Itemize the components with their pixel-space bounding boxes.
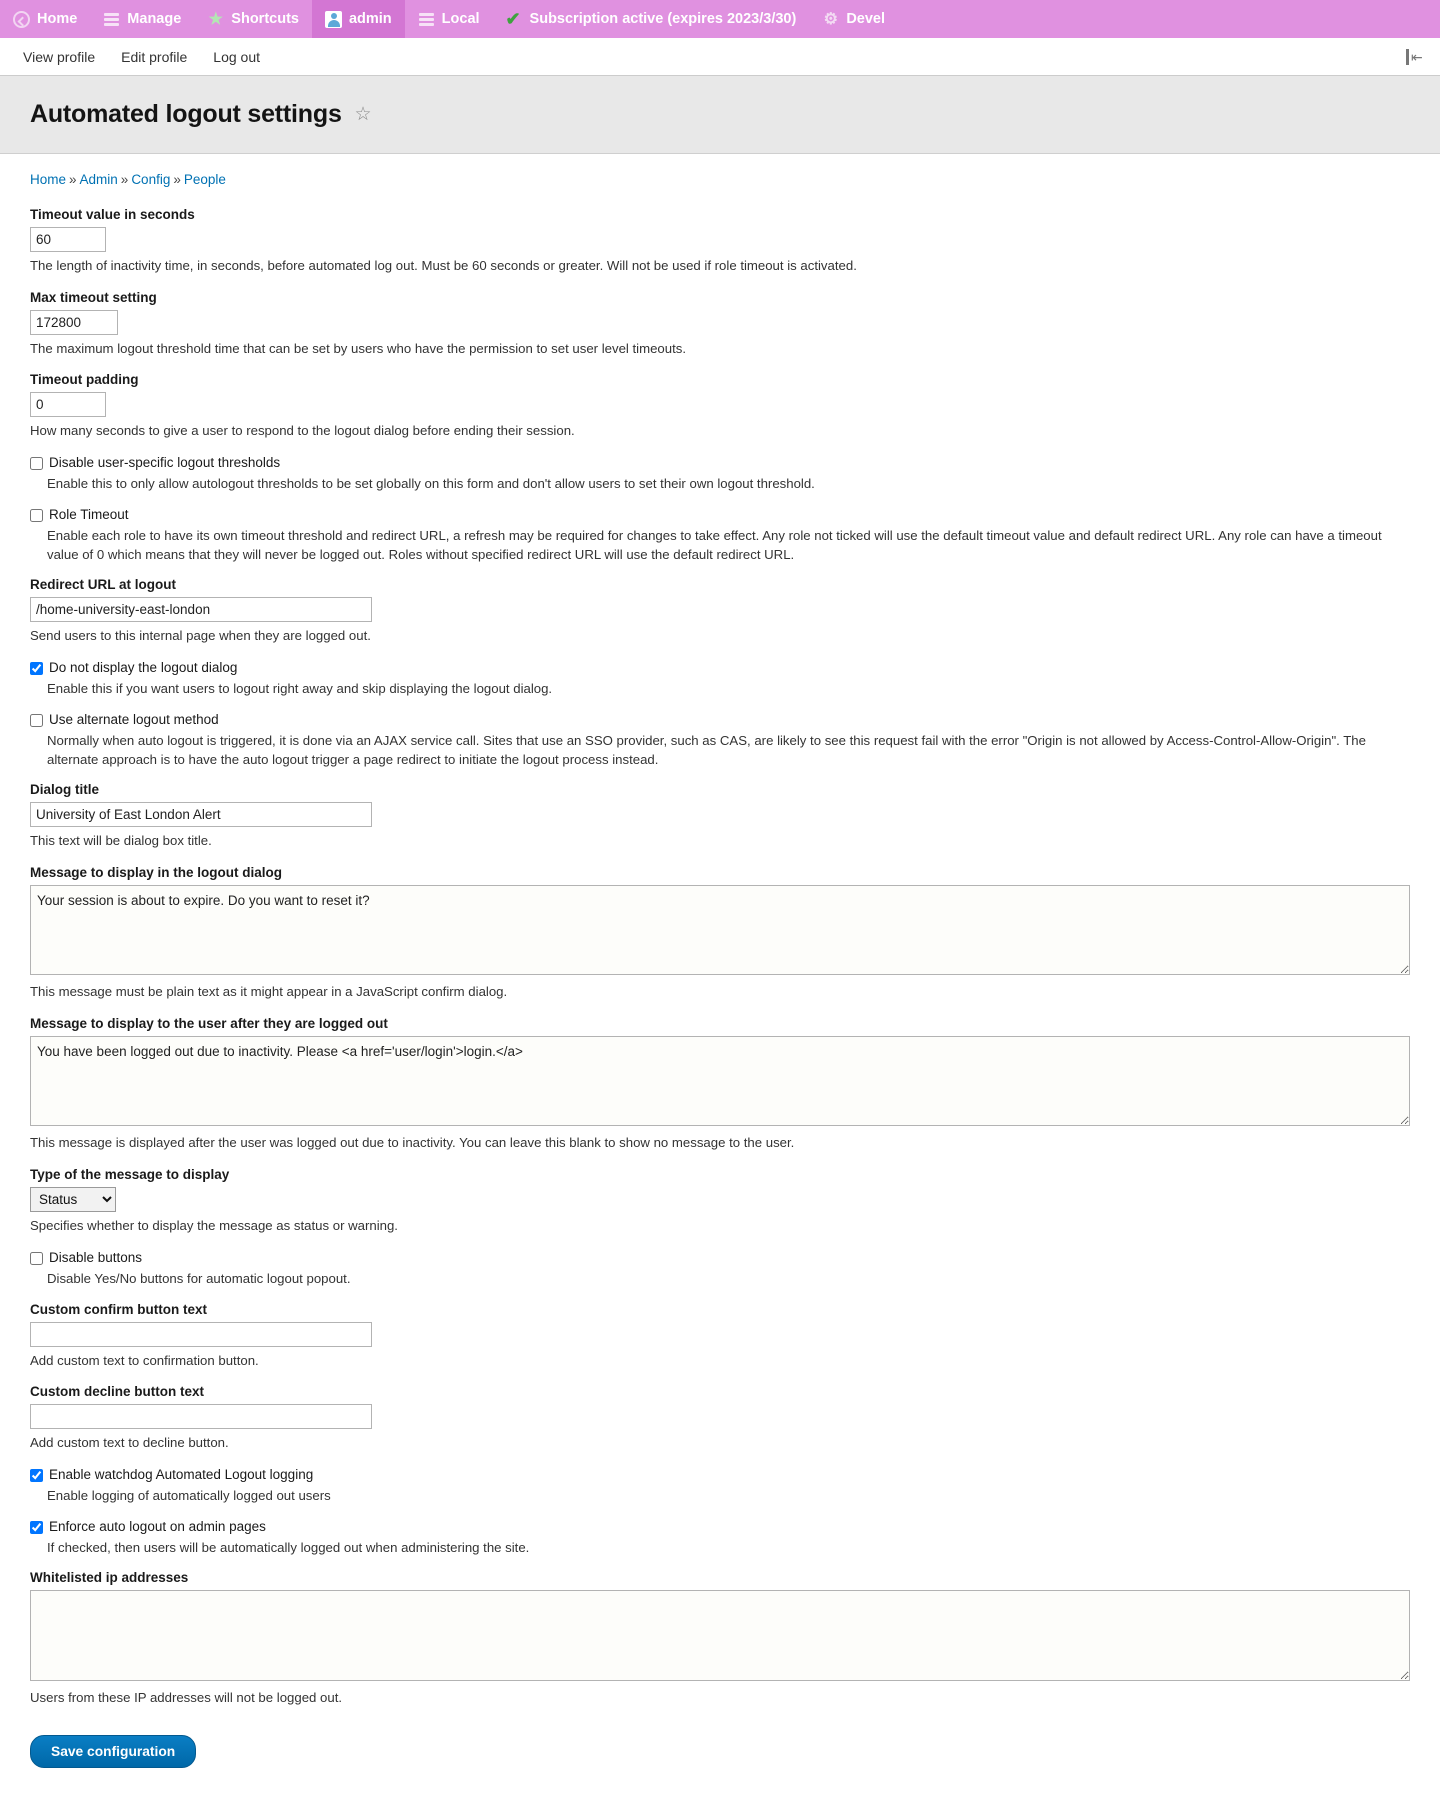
role-timeout-checkbox[interactable]: [30, 509, 43, 522]
field-dialog-message: [30, 865, 1410, 1002]
decline-button-text-input[interactable]: [30, 1404, 372, 1429]
toolbar-item-home[interactable]: [0, 0, 90, 38]
toolbar-item-devel-label: Devel: [846, 10, 886, 27]
disable-buttons-label[interactable]: Disable buttons: [49, 1249, 143, 1265]
field-logged-out-message: [30, 1016, 1410, 1153]
field-enforce-admin: [30, 1519, 1410, 1558]
logged-out-message-textarea[interactable]: [30, 1036, 1410, 1126]
timeout-value-description: The length of inactivity time, in seconds, before automated log out. Must be 60 seconds or greater. Will not be used if role timeout is activated.: [30, 258, 857, 273]
watchdog-logging-description: Enable logging of automatically logged out users: [47, 1487, 331, 1503]
no-dialog-checkbox[interactable]: [30, 662, 43, 675]
home-icon: [13, 11, 30, 28]
breadcrumb-item-people[interactable]: People: [183, 172, 226, 187]
field-confirm-button-text: [30, 1302, 1410, 1371]
no-dialog-label[interactable]: Do not display the logout dialog: [49, 660, 238, 676]
field-dialog-title: [30, 782, 1410, 851]
hamburger-icon: [418, 11, 435, 28]
redirect-url-input[interactable]: [30, 597, 372, 622]
confirm-button-text-description: Add custom text to confirmation button.: [30, 1352, 259, 1368]
toolbar-item-manage[interactable]: [90, 0, 194, 38]
tray-item-view-profile[interactable]: View profile: [23, 48, 96, 65]
breadcrumb-separator: »: [69, 172, 77, 187]
user-icon: [325, 11, 342, 28]
breadcrumb-item-config[interactable]: Config: [131, 172, 171, 187]
alternate-method-checkbox[interactable]: [30, 714, 43, 727]
star-icon: ★: [208, 10, 223, 28]
alternate-method-description: Normally when auto logout is triggered, it is done via an AJAX service call. Sites that use an SSO provider, such as CAS, are likely to see this request fail with the error "Origin is not allowed by Access-Control-Allow-Origin". The alternate approach is to have the auto logout trigger a page redirect to initiate the logout process instead.: [47, 732, 1366, 767]
disable-buttons-checkbox[interactable]: [30, 1252, 43, 1265]
toolbar-item-shortcuts-label: Shortcuts: [231, 10, 299, 27]
whitelisted-ips-label: Whitelisted ip addresses: [30, 1570, 189, 1586]
message-type-select[interactable]: [30, 1187, 116, 1212]
toolbar-item-shortcuts[interactable]: [194, 0, 312, 38]
no-dialog-description: Enable this if you want users to logout right away and skip displaying the logout dialog.: [47, 681, 553, 697]
breadcrumb: [30, 172, 1410, 187]
toolbar-item-subscription-label: Subscription active (expires 2023/3/30): [529, 10, 797, 27]
page-title-band: [0, 76, 1440, 154]
message-type-description: Specifies whether to display the message as status or warning.: [30, 1218, 398, 1234]
disable-user-specific-label[interactable]: Disable user-specific logout thresholds: [49, 455, 281, 471]
role-timeout-label[interactable]: Role Timeout: [49, 506, 129, 522]
field-decline-button-text: [30, 1384, 1410, 1453]
decline-button-text-label: Custom decline button text: [30, 1384, 205, 1400]
logged-out-message-description: This message is displayed after the user was logged out due to inactivity. You can leave this blank to show no message to the user.: [30, 1135, 795, 1151]
enforce-admin-checkbox[interactable]: [30, 1521, 43, 1534]
page-title: Automated logout settings: [30, 100, 342, 128]
confirm-button-text-label: Custom confirm button text: [30, 1301, 207, 1317]
breadcrumb-item-home[interactable]: Home: [30, 172, 67, 187]
gear-icon: ⚙: [823, 10, 838, 28]
whitelisted-ips-textarea[interactable]: [30, 1590, 1410, 1680]
hamburger-icon: [103, 11, 120, 28]
field-alternate-method: [30, 712, 1410, 769]
field-max-timeout: [30, 290, 1410, 359]
logged-out-message-label: Message to display to the user after they are logged out: [30, 1016, 388, 1032]
field-timeout-value: [30, 207, 1410, 276]
toolbar-item-home-label: Home: [37, 10, 78, 27]
disable-buttons-description: Disable Yes/No buttons for automatic logout popout.: [47, 1270, 351, 1286]
message-type-label: Type of the message to display: [30, 1167, 230, 1183]
dialog-title-description: This text will be dialog box title.: [30, 833, 212, 849]
field-redirect-url: [30, 577, 1410, 646]
max-timeout-description: The maximum logout threshold time that can be set by users who have the permission to set user level timeouts.: [30, 340, 687, 356]
toolbar-item-admin-label: admin: [348, 10, 392, 27]
dialog-message-description: This message must be plain text as it might appear in a JavaScript confirm dialog.: [30, 984, 508, 1000]
field-role-timeout: [30, 507, 1410, 564]
admin-toolbar: [0, 0, 1440, 38]
field-whitelisted-ips: [30, 1570, 1410, 1707]
field-message-type: [30, 1167, 1410, 1236]
confirm-button-text-input[interactable]: [30, 1322, 372, 1347]
check-icon: ✔: [505, 8, 521, 29]
redirect-url-label: Redirect URL at logout: [30, 577, 177, 593]
tray-item-log-out[interactable]: Log out: [213, 48, 260, 65]
redirect-url-description: Send users to this internal page when they are logged out.: [30, 628, 371, 644]
tray-item-edit-profile[interactable]: Edit profile: [121, 48, 188, 65]
field-no-dialog: [30, 660, 1410, 699]
toolbar-item-manage-label: Manage: [127, 10, 182, 27]
timeout-value-label: Timeout value in seconds: [30, 207, 195, 222]
star-outline-icon[interactable]: ☆: [354, 104, 372, 125]
enforce-admin-description: If checked, then users will be automatically logged out when administering the site.: [47, 1539, 530, 1555]
field-watchdog-logging: [30, 1467, 1410, 1506]
toolbar-item-admin[interactable]: [312, 0, 405, 38]
role-timeout-description: Enable each role to have its own timeout threshold and redirect URL, a refresh may be required for changes to take effect. Any role not ticked will use the default timeout value and default redirect URL. Any role can have a timeout value of 0 which means that they will never be logged out. Roles without specified redirect URL will use the default redirect URL.: [47, 527, 1382, 562]
alternate-method-label[interactable]: Use alternate logout method: [49, 711, 219, 727]
toolbar-tray: [0, 38, 1440, 76]
dialog-title-input[interactable]: [30, 802, 372, 827]
dialog-message-textarea[interactable]: [30, 885, 1410, 975]
timeout-value-input[interactable]: [30, 227, 106, 252]
main-content: [0, 154, 1440, 1808]
breadcrumb-separator: »: [173, 172, 181, 187]
watchdog-logging-checkbox[interactable]: [30, 1469, 43, 1482]
disable-user-specific-checkbox[interactable]: [30, 457, 43, 470]
whitelisted-ips-description: Users from these IP addresses will not be logged out.: [30, 1689, 343, 1705]
watchdog-logging-label[interactable]: Enable watchdog Automated Logout logging: [49, 1466, 314, 1482]
breadcrumb-separator: »: [120, 172, 129, 187]
timeout-padding-label: Timeout padding: [30, 372, 139, 388]
disable-user-specific-description: Enable this to only allow autologout thresholds to be set globally on this form and don't allow users to set their own logout threshold.: [47, 476, 815, 492]
timeout-padding-description: How many seconds to give a user to respond to the logout dialog before ending their session.: [30, 423, 575, 439]
save-configuration-button[interactable]: Save configuration: [30, 1735, 196, 1768]
max-timeout-label: Max timeout setting: [30, 289, 157, 305]
timeout-padding-input[interactable]: [30, 392, 106, 417]
toolbar-item-local[interactable]: [405, 0, 493, 38]
breadcrumb-item-admin[interactable]: Admin: [79, 172, 118, 187]
field-disable-user-specific: [30, 455, 1410, 494]
max-timeout-input[interactable]: [30, 310, 118, 335]
toolbar-item-local-label: Local: [441, 10, 480, 27]
orientation-toggle-icon[interactable]: ⇤: [1406, 47, 1426, 67]
field-disable-buttons: [30, 1250, 1410, 1289]
toolbar-item-devel[interactable]: [809, 0, 898, 38]
toolbar-item-subscription[interactable]: [493, 0, 810, 38]
field-timeout-padding: [30, 372, 1410, 441]
decline-button-text-description: Add custom text to decline button.: [30, 1435, 229, 1451]
dialog-message-label: Message to display in the logout dialog: [30, 865, 283, 881]
enforce-admin-label[interactable]: Enforce auto logout on admin pages: [49, 1518, 266, 1534]
dialog-title-label: Dialog title: [30, 782, 100, 798]
